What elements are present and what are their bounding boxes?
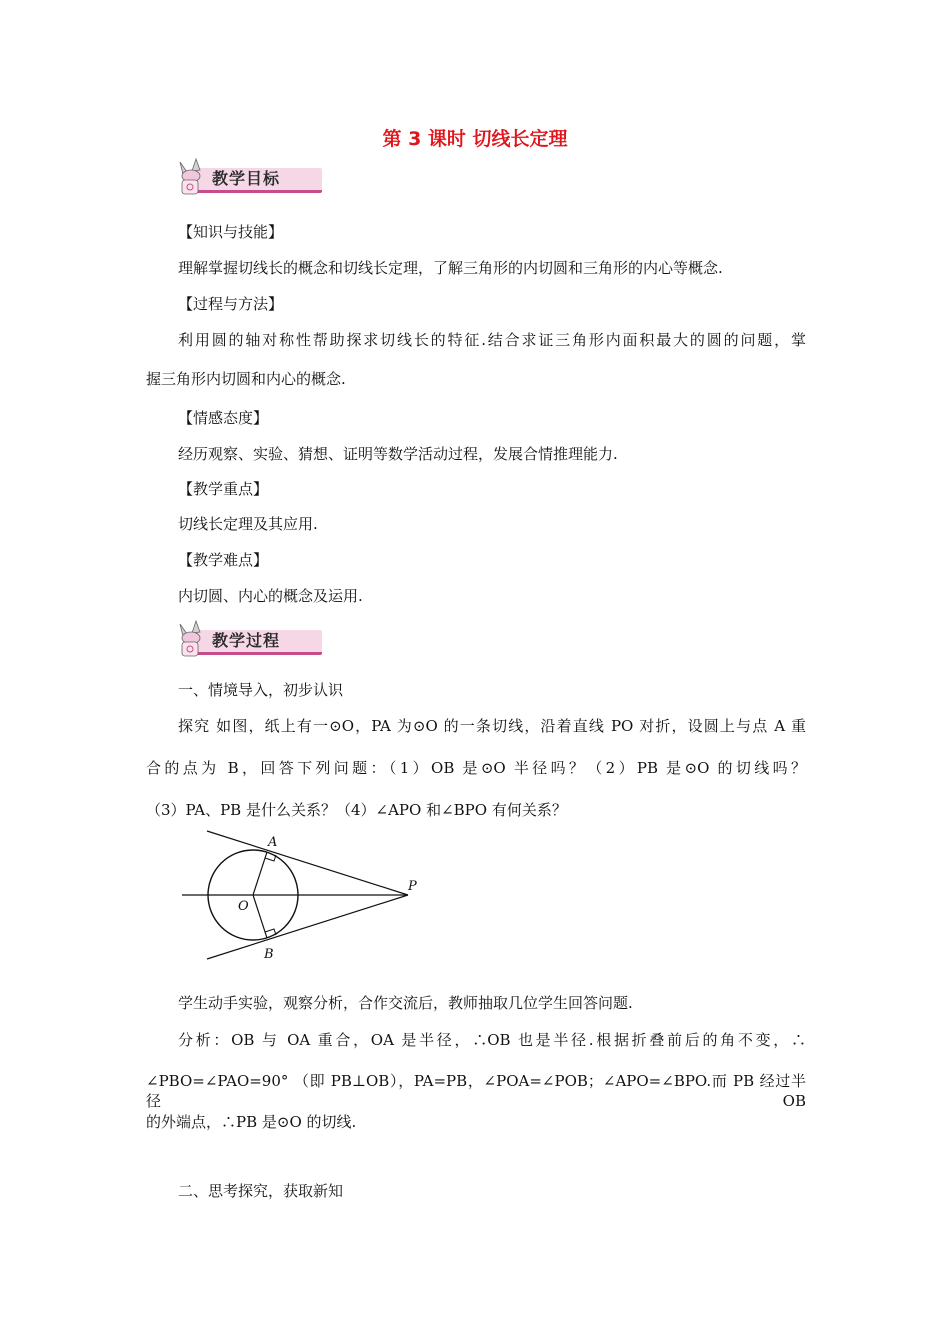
page-title: 第 3 课时 切线长定理 — [382, 128, 568, 150]
method-heading: 【过程与方法】 — [178, 295, 284, 313]
difficulty-heading: 【教学难点】 — [178, 551, 269, 569]
analysis-line-1: 分析：OB 与 OA 重合，OA 是半径，∴OB 也是半径.根据折叠前后的角不变，∴ — [178, 1031, 806, 1049]
explore-line-2: 合的点为 B，回答下列问题：（1）OB 是⊙O 半径吗？（2）PB 是⊙O 的切线吗？ — [146, 759, 806, 777]
label-p: P — [408, 879, 417, 894]
key-point-text: 切线长定理及其应用. — [178, 515, 318, 533]
method-text-line-1: 利用圆的轴对称性帮助探求切线长的特征.结合求证三角形内面积最大的圆的问题，掌 — [178, 331, 806, 349]
difficulty-text: 内切圆、内心的概念及运用. — [178, 587, 363, 605]
label-a: A — [268, 835, 278, 850]
fox-mascot-icon — [174, 156, 214, 196]
analysis-line-3: 的外端点，∴PB 是⊙O 的切线. — [146, 1113, 357, 1131]
tangent-figure — [180, 830, 430, 965]
attitude-heading: 【情感态度】 — [178, 409, 269, 427]
section-badge-process — [174, 618, 324, 658]
label-b: B — [264, 947, 274, 962]
tangent-pa — [207, 831, 408, 895]
section-badge-goals — [174, 156, 324, 196]
students-text: 学生动手实验，观察分析，合作交流后，教师抽取几位学生回答问题. — [178, 994, 633, 1012]
badge-label: 教学目标 — [212, 169, 281, 188]
knowledge-heading: 【知识与技能】 — [178, 223, 284, 241]
label-o: O — [238, 899, 249, 914]
section-heading-2: 二、思考探究，获取新知 — [178, 1182, 344, 1200]
section-heading-1: 一、情境导入，初步认识 — [178, 681, 344, 699]
knowledge-text: 理解掌握切线长的概念和切线长定理，了解三角形的内切圆和三角形的内心等概念. — [178, 259, 723, 277]
method-text-line-2: 握三角形内切圆和内心的概念. — [146, 370, 346, 388]
badge-label: 教学过程 — [212, 631, 281, 650]
fox-mascot-icon — [174, 618, 214, 658]
analysis-line-2: ∠PBO=∠PAO=90° （即 PB⊥OB），PA=PB，∠POA=∠POB；∠APO=∠BPO.而 PB 经过半径 OB — [146, 1072, 806, 1110]
key-point-heading: 【教学重点】 — [178, 480, 269, 498]
explore-line-3: （3）PA、PB 是什么关系？（4）∠APO 和∠BPO 有何关系？ — [146, 801, 567, 819]
attitude-text: 经历观察、实验、猜想、证明等数学活动过程，发展合情推理能力. — [178, 445, 618, 463]
explore-line-1: 探究 如图，纸上有一⊙O，PA 为⊙O 的一条切线，沿着直线 PO 对折，设圆上与点 A 重 — [178, 717, 806, 735]
